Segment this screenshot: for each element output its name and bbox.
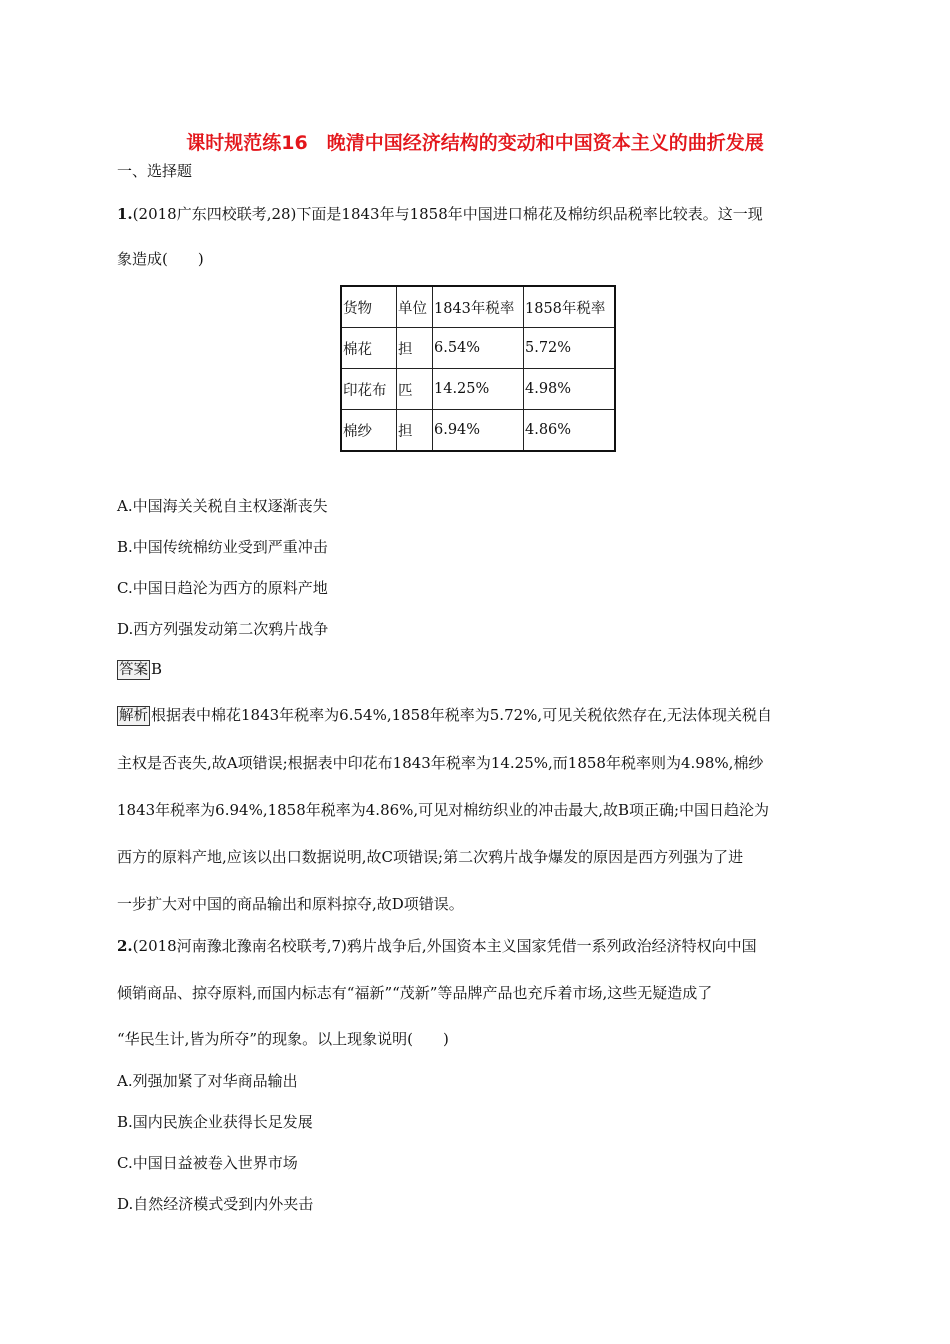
answer-label: 答案 bbox=[119, 662, 148, 678]
question-2-number: 2. bbox=[117, 937, 133, 955]
question-1-stem-line-1 bbox=[117, 203, 763, 224]
question-2-option-d: D.自然经济模式受到内外夹击 bbox=[117, 1195, 314, 1213]
table-row bbox=[341, 369, 615, 410]
analysis-text: 根据表中棉花1843年税率为6.54%,1858年税率为5.72%,可见关税依然存在,无法体现关税自 bbox=[151, 706, 772, 724]
analysis-line-1 bbox=[117, 704, 772, 726]
question-1-number: 1. bbox=[117, 205, 133, 223]
table-cell: 棉花 bbox=[341, 328, 397, 369]
question-2-stem-line-1 bbox=[117, 935, 757, 956]
table-cell: 5.72% bbox=[524, 328, 616, 369]
question-1-option-b: B.中国传统棉纺业受到严重冲击 bbox=[117, 538, 328, 556]
table-header-row bbox=[341, 286, 615, 328]
table-cell: 6.54% bbox=[433, 328, 524, 369]
table-row bbox=[341, 410, 615, 452]
page-title: 课时规范练16 晚清中国经济结构的变动和中国资本主义的曲折发展 bbox=[186, 132, 764, 154]
table-cell: 担 bbox=[397, 328, 433, 369]
analysis-line-3: 1843年税率为6.94%,1858年税率为4.86%,可见对棉纺织业的冲击最大,故B项正确;中国日趋沦为 bbox=[117, 801, 770, 819]
table-cell: 匹 bbox=[397, 369, 433, 410]
question-1-option-d: D.西方列强发动第二次鸦片战争 bbox=[117, 620, 329, 638]
table-cell: 4.98% bbox=[524, 369, 616, 410]
table-cell: 6.94% bbox=[433, 410, 524, 452]
table-header-cell: 1843年税率 bbox=[433, 286, 524, 328]
answer-value: B bbox=[151, 660, 163, 678]
analysis-label: 解析 bbox=[119, 708, 148, 724]
table-cell: 4.86% bbox=[524, 410, 616, 452]
analysis-line-2: 主权是否丧失,故A项错误;根据表中印花布1843年税率为14.25%,而1858年税率则为4.98%,棉纱 bbox=[117, 754, 764, 772]
question-2-option-b: B.国内民族企业获得长足发展 bbox=[117, 1113, 313, 1131]
question-2-stem-text: (2018河南豫北豫南名校联考,7)鸦片战争后,外国资本主义国家凭借一系列政治经济特权向中国 bbox=[132, 937, 757, 955]
question-2-stem-line-2: 倾销商品、掠夺原料,而国内标志有“福新”“茂新”等品牌产品也充斥着市场,这些无疑造成了 bbox=[117, 984, 713, 1002]
question-1-answer bbox=[117, 660, 162, 680]
question-1-option-c: C.中国日趋沦为西方的原料产地 bbox=[117, 579, 328, 597]
table-cell: 担 bbox=[397, 410, 433, 452]
table-header-cell: 单位 bbox=[397, 286, 433, 328]
question-2-option-a: A.列强加紧了对华商品输出 bbox=[117, 1072, 298, 1090]
table-cell: 棉纱 bbox=[341, 410, 397, 452]
tax-rate-table bbox=[340, 285, 616, 452]
table-header-cell: 货物 bbox=[341, 286, 397, 328]
question-1-option-a: A.中国海关关税自主权逐渐丧失 bbox=[117, 497, 328, 515]
analysis-line-4: 西方的原料产地,应该以出口数据说明,故C项错误;第二次鸦片战争爆发的原因是西方列强为了进 bbox=[117, 848, 744, 866]
question-2-option-c: C.中国日益被卷入世界市场 bbox=[117, 1154, 298, 1172]
table-cell: 14.25% bbox=[433, 369, 524, 410]
table-row bbox=[341, 328, 615, 369]
analysis-line-5: 一步扩大对中国的商品输出和原料掠夺,故D项错误。 bbox=[117, 895, 464, 913]
section-heading: 一、选择题 bbox=[117, 162, 193, 180]
table-cell: 印花布 bbox=[341, 369, 397, 410]
question-1-stem-text: (2018广东四校联考,28)下面是1843年与1858年中国进口棉花及棉纺织品税率比较表。这一现 bbox=[132, 205, 763, 223]
question-2-stem-line-3: “华民生计,皆为所夺”的现象。以上现象说明( ) bbox=[117, 1030, 449, 1048]
table-header-cell: 1858年税率 bbox=[524, 286, 616, 328]
question-1-stem-line-2: 象造成( ) bbox=[117, 250, 204, 268]
